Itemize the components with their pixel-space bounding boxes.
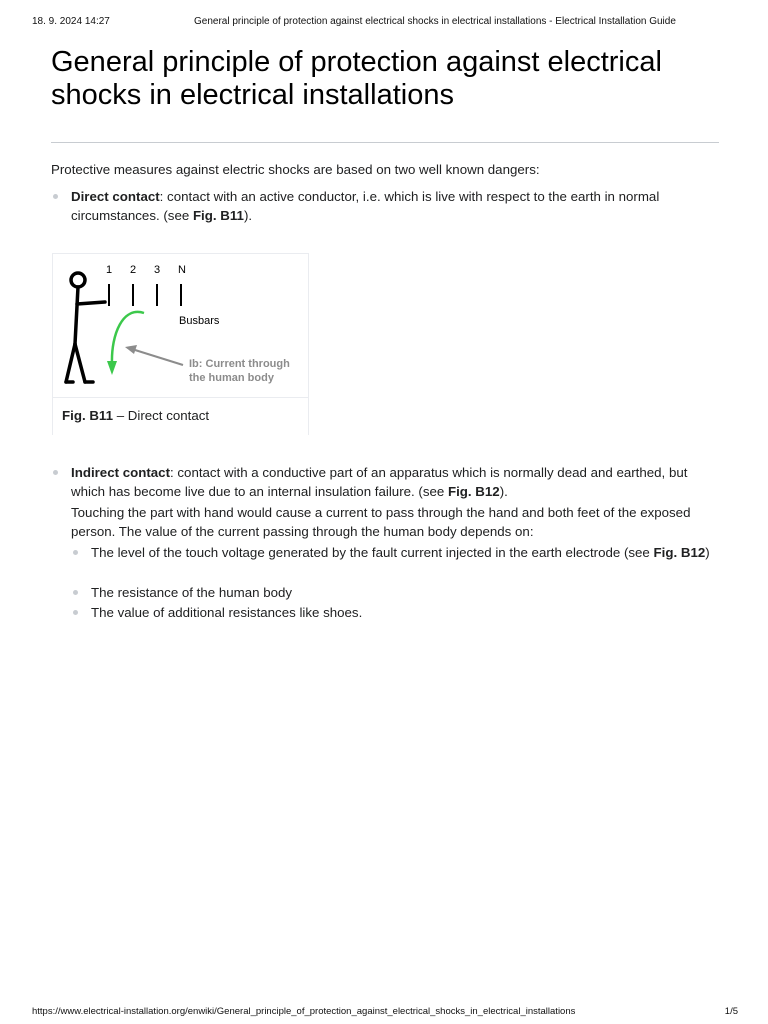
bullet-icon <box>53 470 58 475</box>
busbars <box>109 284 181 306</box>
bullet-icon <box>53 194 58 199</box>
busbars-label: Busbars <box>179 315 220 327</box>
conductor-n-label: N <box>178 264 186 276</box>
sub-item-additional-resistances: The value of additional resistances like shoes. <box>91 605 363 620</box>
figure-caption <box>62 408 209 423</box>
fig-b12-link[interactable]: Fig. B12 <box>447 484 500 499</box>
sub-item-touch-voltage: The level of the touch voltage generated by the fault current injected in the earth electrode (see <box>91 545 654 560</box>
figure-caption-box <box>53 397 308 435</box>
fig-b11-link[interactable]: Fig. B11 <box>192 208 244 223</box>
page-number: 1/5 <box>724 1006 738 1017</box>
annotation-arrow <box>135 350 183 365</box>
page-url: https://www.electrical-installation.org/enwiki/General_principle_of_protection_against_electrical_shocks_in_electrical_installations <box>32 1006 576 1017</box>
conductor-3-label: 3 <box>153 264 161 276</box>
bullet-icon <box>73 590 78 595</box>
direct-contact-diagram[interactable] <box>53 254 308 397</box>
direct-contact-tail: ). <box>243 208 253 223</box>
bullet-icon <box>73 550 78 555</box>
person-figure <box>66 273 105 382</box>
current-label-line1: Ib: Current through <box>189 358 290 370</box>
indirect-contact-paragraph: Touching the part with hand would cause a current to pass through the hand and both feet of the exposed person. The value of the current passing through the human body depends on: <box>71 505 691 539</box>
indirect-contact-text <box>71 463 711 501</box>
current-arrowhead-icon <box>107 361 117 375</box>
term-direct-contact: Direct contact <box>71 189 160 204</box>
print-doc-title: General principle of protection against electrical shocks in electrical installations - Electrical Installation Guide <box>194 16 676 27</box>
annotation-arrowhead-icon <box>125 345 137 354</box>
direct-contact-definition: : contact with an active conductor, i.e. which is live with respect to the earth in normal circumstances. (see <box>71 189 660 223</box>
term-indirect-contact: Indirect contact <box>71 465 171 480</box>
figure-b11 <box>52 253 309 435</box>
current-arrow <box>112 312 144 364</box>
sub-item-text <box>91 543 711 562</box>
bullet-icon <box>73 610 78 615</box>
sub-item-body-resistance: The resistance of the human body <box>91 585 293 600</box>
conductor-2-label: 2 <box>129 264 137 276</box>
indirect-contact-tail: ). <box>499 484 508 499</box>
conductor-1-label: 1 <box>105 264 113 276</box>
indirect-contact-definition: : contact with a conductive part of an apparatus which is normally dead and earthed, but which has become live due to an internal insulation failure. (see <box>71 465 688 499</box>
direct-contact-text <box>71 187 711 225</box>
current-label-line2: the human body <box>189 372 274 384</box>
intro-paragraph: Protective measures against electric shocks are based on two well known dangers: <box>51 162 540 177</box>
sub-item-tail: ) <box>705 545 710 560</box>
print-date: 18. 9. 2024 14:27 <box>32 16 110 27</box>
title-divider <box>51 142 719 143</box>
caption-ref: Fig. B11 <box>62 408 113 423</box>
fig-b12-link-2[interactable]: Fig. B12 <box>653 545 706 560</box>
page-title: General principle of protection against electrical shocks in electrical installations <box>51 46 662 111</box>
caption-text: – Direct contact <box>113 408 210 423</box>
